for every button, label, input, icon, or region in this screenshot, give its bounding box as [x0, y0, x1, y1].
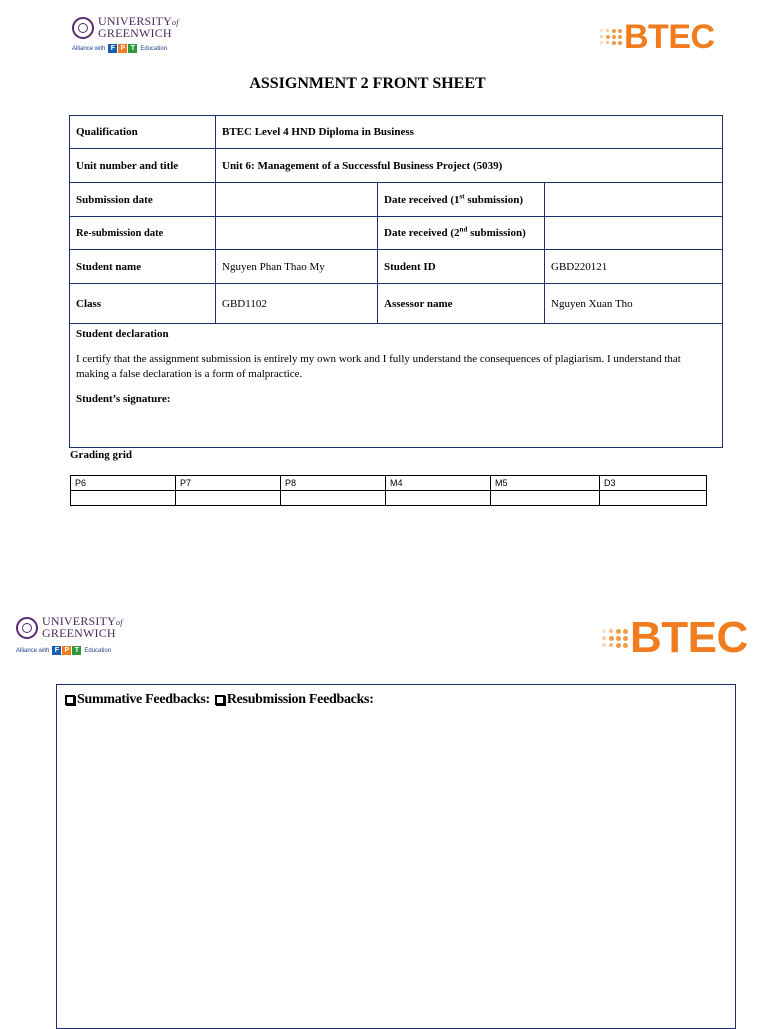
front-sheet-table — [69, 115, 723, 448]
date-received-2-label — [378, 217, 545, 250]
alliance-with-text: Alliance with — [16, 647, 50, 654]
qualification-label: Qualification — [70, 116, 216, 149]
student-name-value[interactable]: Nguyen Phan Thao My — [216, 250, 378, 284]
declaration-row — [70, 324, 723, 448]
assessor-label: Assessor name — [378, 284, 545, 324]
resubmission-date-label: Re-submission date — [70, 217, 216, 250]
date-received-2-prefix: Date received (2 — [384, 227, 460, 239]
class-label: Class — [70, 284, 216, 324]
resubmission-date-field[interactable] — [216, 217, 378, 250]
greenwich-text: GREENWICH — [98, 26, 172, 40]
grade-m4[interactable] — [386, 491, 491, 506]
fpt-letter-p: P — [62, 646, 71, 655]
greenwich-seal-icon — [72, 17, 94, 39]
unit-label: Unit number and title — [70, 149, 216, 183]
fpt-letter-t: T — [128, 44, 137, 53]
summative-feedback-label: Summative Feedbacks: — [77, 692, 210, 707]
submission-date-field[interactable] — [216, 183, 378, 217]
date-received-1-prefix: Date received (1 — [384, 193, 460, 206]
declaration-cell — [70, 324, 723, 448]
grade-p6[interactable] — [71, 491, 176, 506]
btec-logo-bottom — [602, 613, 748, 662]
resubmission-date-row — [70, 217, 723, 250]
fpt-logo-icon — [108, 44, 137, 53]
btec-logo-top — [600, 20, 715, 54]
grading-grid-table — [70, 475, 707, 506]
alliance-with-text: Alliance with — [72, 45, 106, 52]
date-received-1-suffix: submission) — [464, 193, 523, 206]
feedback-header — [65, 692, 374, 708]
btec-dots-icon — [600, 29, 622, 45]
declaration-text: I certify that the assignment submission is entirely my own work and I fully understand the consequences of plagiarism. I understand that making a false declaration is a form of malpractice. — [76, 353, 681, 380]
qualification-row — [70, 116, 723, 149]
education-text: Education — [84, 647, 112, 654]
criterion-d3: D3 — [600, 476, 707, 491]
date-received-1-sup: st — [459, 191, 465, 200]
criterion-p7: P7 — [176, 476, 281, 491]
assessor-value[interactable]: Nguyen Xuan Tho — [545, 284, 723, 324]
criterion-m5: M5 — [491, 476, 600, 491]
grading-grade-row — [71, 491, 707, 506]
criterion-m4: M4 — [386, 476, 491, 491]
btec-wordmark: BTEC — [630, 613, 748, 662]
summative-checkbox-icon[interactable] — [65, 695, 75, 705]
feedback-box[interactable] — [56, 684, 736, 1029]
education-text: Education — [140, 45, 168, 52]
btec-dots-icon — [602, 629, 628, 648]
university-of-text: of — [116, 618, 123, 627]
qualification-value: BTEC Level 4 HND Diploma in Business — [216, 116, 723, 149]
class-value[interactable]: GBD1102 — [216, 284, 378, 324]
class-row — [70, 284, 723, 324]
greenwich-text: GREENWICH — [42, 626, 116, 640]
university-of-text: of — [172, 18, 179, 27]
declaration-heading: Student declaration — [76, 328, 169, 340]
greenwich-seal-icon — [16, 617, 38, 639]
date-received-2-sup: nd — [459, 225, 468, 234]
fpt-letter-f: F — [52, 646, 61, 655]
signature-label: Student’s signature: — [76, 393, 171, 405]
date-received-2-field[interactable] — [545, 217, 723, 250]
date-received-1-field[interactable] — [545, 183, 723, 217]
criterion-p6: P6 — [71, 476, 176, 491]
submission-date-row — [70, 183, 723, 217]
submission-date-label: Submission date — [70, 183, 216, 217]
date-received-2-suffix: submission) — [467, 227, 526, 239]
fpt-alliance — [72, 44, 179, 53]
unit-value: Unit 6: Management of a Successful Business Project (5039) — [216, 149, 723, 183]
resubmission-feedback-label: Resubmission Feedbacks: — [226, 692, 374, 707]
grade-m5[interactable] — [491, 491, 600, 506]
criterion-p8: P8 — [281, 476, 386, 491]
unit-row — [70, 149, 723, 183]
fpt-letter-p: P — [118, 44, 127, 53]
university-text: UNIVERSITY — [98, 14, 172, 28]
grading-criteria-row — [71, 476, 707, 491]
date-received-1-label — [378, 183, 545, 217]
greenwich-logo-top — [72, 16, 179, 53]
grade-p7[interactable] — [176, 491, 281, 506]
fpt-letter-f: F — [108, 44, 117, 53]
page-title: ASSIGNMENT 2 FRONT SHEET — [249, 75, 486, 92]
student-name-row — [70, 250, 723, 284]
grading-grid-label: Grading grid — [70, 449, 133, 461]
fpt-letter-t: T — [72, 646, 81, 655]
student-name-label: Student name — [70, 250, 216, 284]
university-text: UNIVERSITY — [42, 614, 116, 628]
student-id-value[interactable]: GBD220121 — [545, 250, 723, 284]
student-id-label: Student ID — [378, 250, 545, 284]
greenwich-logo-bottom — [16, 616, 123, 655]
grade-p8[interactable] — [281, 491, 386, 506]
resubmission-checkbox-icon[interactable] — [215, 695, 225, 705]
fpt-alliance — [16, 646, 123, 655]
btec-wordmark: BTEC — [624, 18, 715, 56]
grade-d3[interactable] — [600, 491, 707, 506]
fpt-logo-icon — [52, 646, 81, 655]
